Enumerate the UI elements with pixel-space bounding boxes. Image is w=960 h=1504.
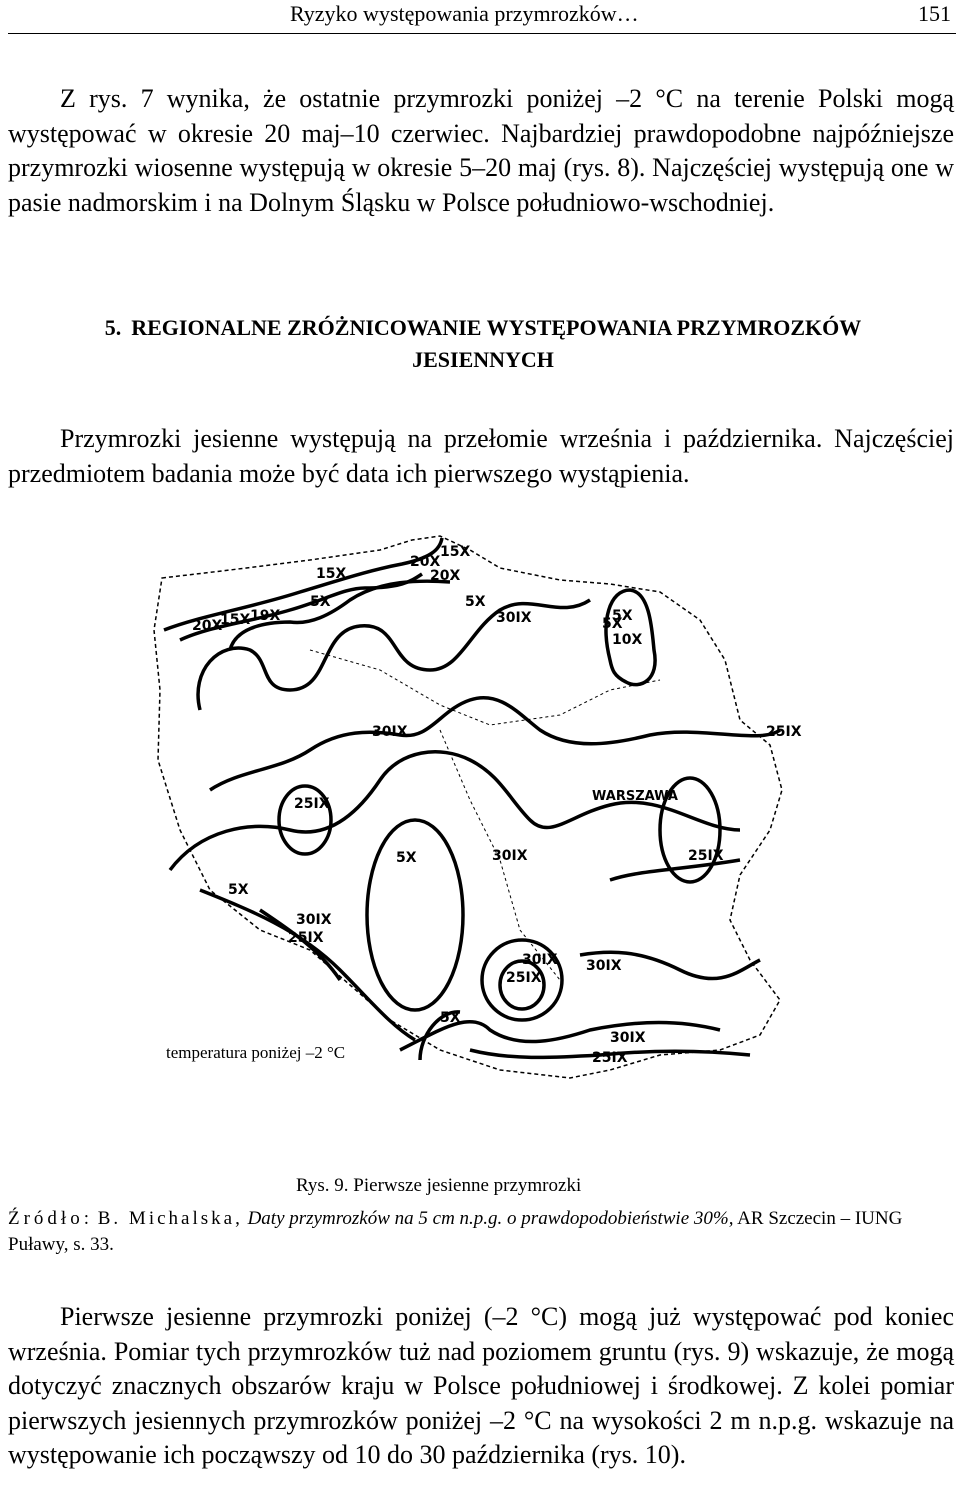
iso-label: 30IX bbox=[610, 1030, 646, 1046]
internal-boundary bbox=[310, 650, 660, 725]
iso-label: 15X bbox=[220, 612, 251, 628]
iso-label: 30IX bbox=[586, 958, 622, 974]
iso-label: 30IX bbox=[296, 912, 332, 928]
figure-isoline-map bbox=[140, 530, 830, 1130]
figure-caption: Rys. 9. Pierwsze jesienne przymrozki bbox=[296, 1175, 582, 1196]
iso-label: 30IX bbox=[492, 848, 528, 864]
iso-label: 25IX bbox=[294, 796, 330, 812]
iso-label: 19X bbox=[250, 608, 281, 624]
iso-label: 15X bbox=[316, 566, 347, 582]
section-heading bbox=[60, 312, 906, 376]
source-title: Daty przymrozków na 5 cm n.p.g. o prawdopodobieństwie 30%, bbox=[247, 1208, 734, 1229]
running-title: Ryzyko występowania przymrozków… bbox=[290, 1, 639, 26]
iso-label: 20X bbox=[410, 554, 441, 570]
city-label-warszawa: WARSZAWA bbox=[592, 789, 678, 804]
iso-label: 5X bbox=[440, 1010, 461, 1026]
header-rule bbox=[8, 33, 956, 34]
map-legend: temperatura poniżej –2 °C bbox=[166, 1043, 346, 1062]
section-title: REGIONALNE ZRÓŻNICOWANIE WYSTĘPOWANIA PRZYMROZKÓW JESIENNYCH bbox=[131, 315, 862, 372]
isoline-center-ellipse bbox=[367, 820, 463, 1010]
section-number: 5. bbox=[104, 315, 122, 340]
iso-label: 25IX bbox=[592, 1050, 628, 1066]
source-rest: AR Szczecin – IUNG Puławy, s. 33. bbox=[8, 1208, 903, 1255]
iso-label: 25IX bbox=[688, 848, 724, 864]
iso-label: 5X bbox=[310, 594, 331, 610]
iso-label: 5X bbox=[228, 882, 249, 898]
iso-label: 25IX bbox=[506, 970, 542, 986]
iso-label: 25IX bbox=[766, 724, 802, 740]
figure-source bbox=[8, 1206, 954, 1258]
iso-label: 10X bbox=[612, 632, 643, 648]
iso-label: 30IX bbox=[496, 610, 532, 626]
paragraph-1: Z rys. 7 wynika, że ostatnie przymrozki poniżej –2 °C na terenie Polski mogą występować w okresie 20 maj–10 czerwiec. Najbardziej prawdopodobne najpóźniejsze przymrozki wiosenne występują w okresie 5–20 maj (rys. 8). Najczęściej występują one w pasie nadmorskim i na Dolnym Śląsku w Polsce południowo-wschodniej. bbox=[8, 84, 954, 217]
paragraph-3: Pierwsze jesienne przymrozki poniżej (–2 °C) mogą już występować pod koniec września. Pomiar tych przymrozków tuż nad poziomem gruntu (rys. 9) wskazuje, że mogą dotyczyć znacznych obszarów kraju w Polsce południowej i środkowej. Z kolei pomiar pierwszych jesiennych przymrozków poniżej –2 °C na wysokości 2 m n.p.g. wskazuje na występowanie ich począwszy od 10 do 30 października (rys. 10). bbox=[8, 1302, 954, 1469]
iso-label: 25IX bbox=[288, 930, 324, 946]
paragraph-2: Przymrozki jesienne występują na przełomie września i października. Najczęściej przedmiotem badania może być data ich pierwszego wystąpienia. bbox=[8, 424, 954, 488]
source-author: B. Michalska, bbox=[97, 1208, 243, 1229]
iso-label: 5X bbox=[612, 608, 633, 624]
poland-frost-map bbox=[140, 530, 830, 1130]
iso-label: 30IX bbox=[522, 952, 558, 968]
iso-label: 15X bbox=[440, 544, 471, 560]
page-header bbox=[0, 0, 960, 40]
iso-label: 5X bbox=[396, 850, 417, 866]
iso-label: 20X bbox=[192, 618, 223, 634]
iso-label: 5X bbox=[602, 616, 623, 632]
iso-label: 20X bbox=[430, 568, 461, 584]
iso-label: 5X bbox=[465, 594, 486, 610]
source-label: Źródło: bbox=[8, 1208, 93, 1229]
page-number: 151 bbox=[918, 1, 951, 26]
iso-label: 30IX bbox=[372, 724, 408, 740]
